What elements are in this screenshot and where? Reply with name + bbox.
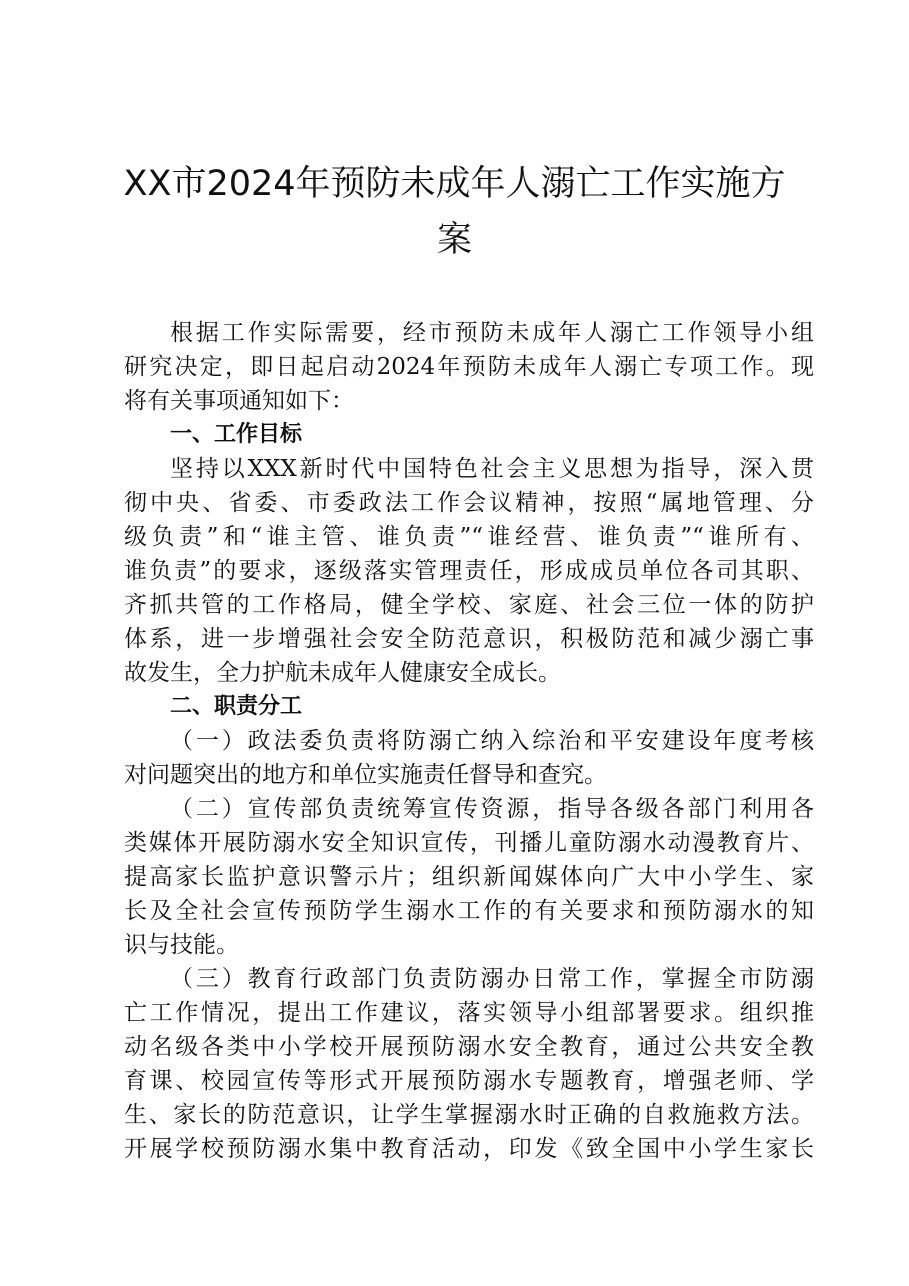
section-heading-duties: 二、职责分工 [170,694,303,719]
paragraph-line: 提高家长监护意识警示片；组织新闻媒体向广大中小学生、家 [124,864,814,890]
paragraph-line: 故发生，全力护航未成年人健康安全成长。 [124,660,561,686]
paragraph-line: 亡工作情况，提出工作建议，落实领导小组部署要求。组织推 [124,1000,814,1026]
paragraph-line: 生、家长的防范意识，让学生掌握溺水时正确的自救施救方法。 [124,1102,814,1128]
paragraph-line: 识与技能。 [124,932,239,958]
paragraph-line: （二）宣传部负责统筹宣传资源，指导各级各部门利用各 [170,796,814,822]
intro-line: 将有关事项通知如下： [124,388,354,414]
paragraph-line: 长及全社会宣传预防学生溺水工作的有关要求和预防溺水的知 [124,898,814,924]
paragraph-line: 类媒体开展防溺水安全知识宣传，刊播儿童防溺水动漫教育片、 [124,830,814,856]
paragraph-line: 动名级各类中小学校开展预防溺水安全教育，通过公共安全教 [124,1034,814,1060]
intro-line: 根据工作实际需要，经市预防未成年人溺亡工作领导小组 [170,320,814,346]
paragraph-line: 育课、校园宣传等形式开展预防溺水专题教育，增强老师、学 [124,1068,814,1094]
section-heading-goals: 一、工作目标 [170,422,303,447]
intro-line: 研究决定，即日起启动2024年预防未成年人溺亡专项工作。现 [124,354,814,380]
paragraph-line: 谁负责”的要求，逐级落实管理责任，形成成员单位各司其职、 [124,558,814,584]
paragraph-line: 齐抓共管的工作格局，健全学校、家庭、社会三位一体的防护 [124,592,814,618]
paragraph-line: （三）教育行政部门负责防溺办日常工作，掌握全市防溺 [170,966,814,992]
paragraph-line: 体系，进一步增强社会安全防范意识，积极防范和减少溺亡事 [124,626,814,652]
paragraph-line: 开展学校预防溺水集中教育活动，印发《致全国中小学生家长 [124,1136,814,1162]
document-body [124,316,814,1166]
document-title-line-2: 案 [436,220,472,260]
paragraph-line: （一）政法委负责将防溺亡纳入综治和平安建设年度考核 [170,728,814,754]
paragraph-line: 彻中央、省委、市委政法工作会议精神，按照“属地管理、分 [124,490,814,516]
paragraph-line: 对问题突出的地方和单位实施责任督导和查究。 [124,762,607,788]
document-title-line-1: XX市2024年预防未成年人溺亡工作实施方 [123,164,786,204]
paragraph-line: 坚持以XXX新时代中国特色社会主义思想为指导，深入贯 [170,456,814,482]
paragraph-line: 级负责”和“谁主管、谁负责”“谁经营、谁负责”“谁所有、 [124,524,814,550]
